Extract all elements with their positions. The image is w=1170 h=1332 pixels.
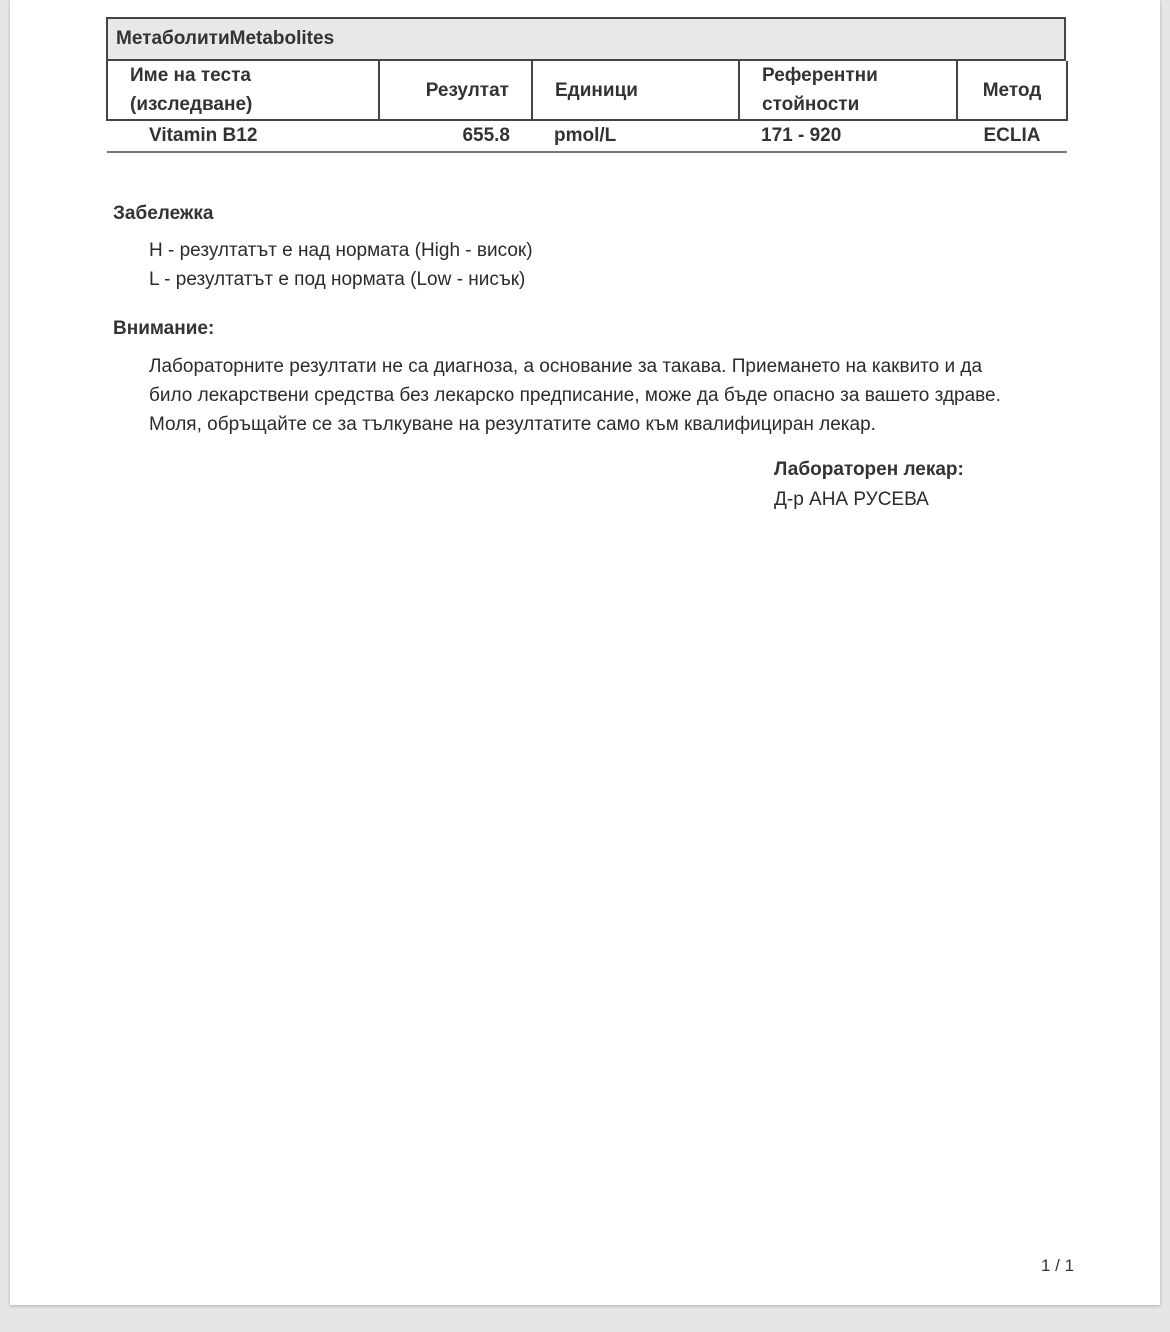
header-test-name-line1: Име на теста [130,65,251,86]
notes-section [113,202,1073,294]
doctor-name: Д-р АНА РУСЕВА [774,489,929,510]
header-reference-line1: Референтни [762,65,878,86]
header-method: Метод [957,61,1067,120]
doctor-title: Лабораторен лекар: [774,459,964,480]
results-table [106,61,1068,153]
warning-text [149,352,1079,439]
cell-method: ECLIA [957,120,1067,152]
table-header-row [107,61,1067,120]
header-reference-line2: стойности [762,94,860,115]
warning-line-3: Моля, обръщайте се за тълкуване на резултатите само към квалифициран лекар. [149,414,876,435]
header-reference [739,61,957,120]
cell-test-name: Vitamin B12 [107,120,379,152]
header-result: Резултат [379,61,532,120]
header-test-name [107,61,379,120]
section-title: МетаболитиMetabolites [106,17,1066,61]
warning-line-1: Лабораторните резултати не са диагноза, а основание за такава. Приемането на каквито и да [149,356,983,377]
header-units: Единици [532,61,739,120]
warning-title: Внимание: [113,318,215,339]
note-high: H - резултатът е над нормата (High - висок) [149,240,533,261]
notes-title: Забележка [113,203,214,224]
doctor-signature-block [774,455,964,515]
results-table-section [106,17,1066,153]
document-page [10,0,1160,1305]
header-test-name-line2: (изследване) [130,94,253,115]
table-row [107,120,1067,152]
warning-line-2: било лекарствени средства без лекарско предписание, може да бъде опасно за вашето здраве. [149,385,1001,406]
note-low: L - резултатът е под нормата (Low - нисък) [149,269,526,290]
cell-result: 655.8 [379,120,532,152]
cell-reference: 171 - 920 [739,120,957,152]
page-number: 1 / 1 [1041,1256,1075,1275]
cell-units: pmol/L [532,120,739,152]
